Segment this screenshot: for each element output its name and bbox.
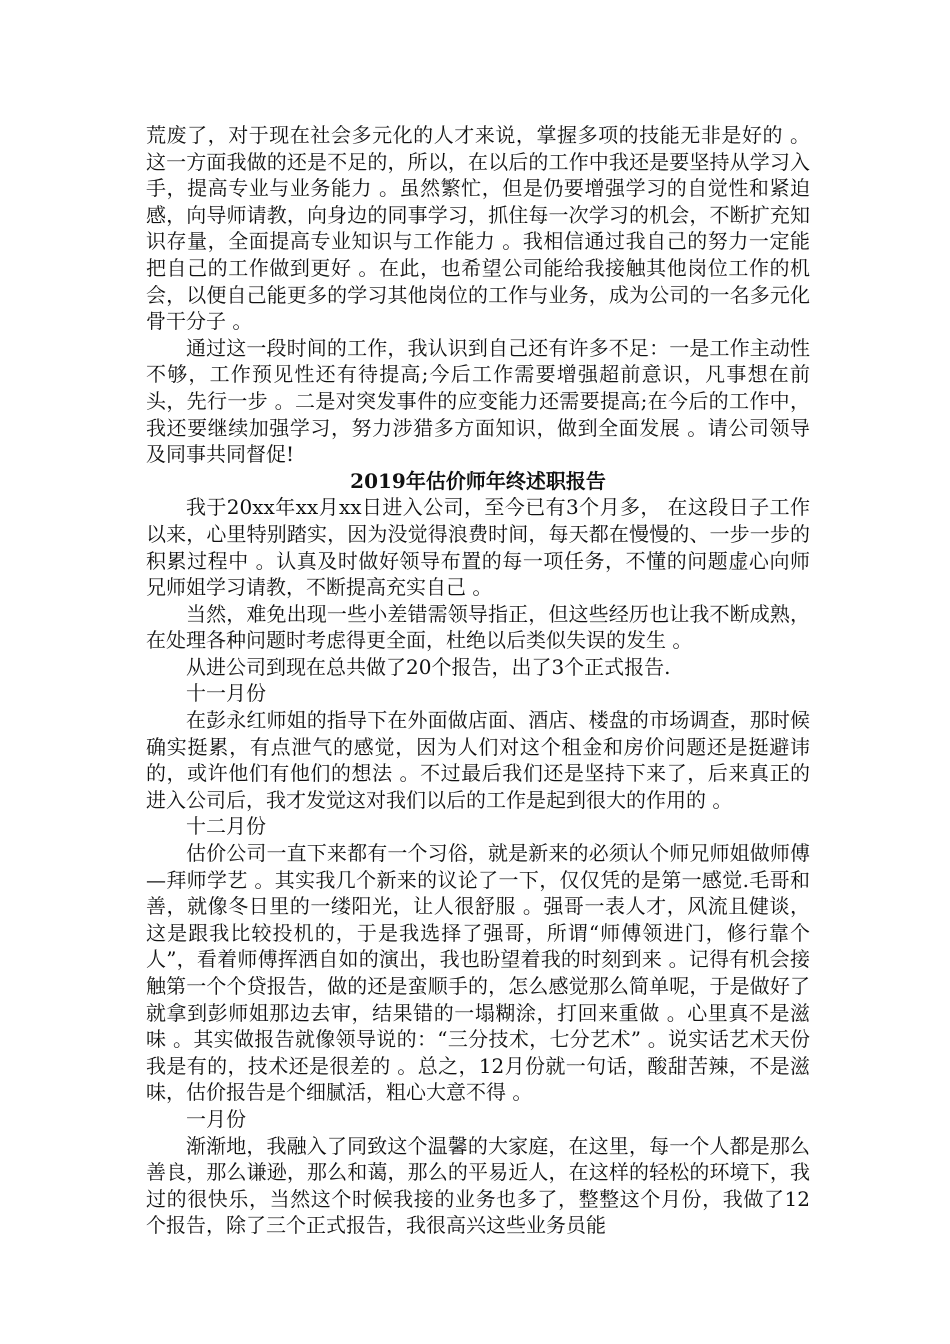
paragraph: 估价公司一直下来都有一个习俗，就是新来的必须认个师兄师姐做师傅—拜师学艺 。其实我几个新来的议论了一下，仅仅凭的是第一感觉.毛哥和善，就像冬日里的一缕阳光，让人很舒服 。强哥一表人才，风流且健谈，这是跟我比较投机的，于是我选择了强哥，所谓“师傅领进门，修行靠个人”，看着师傅挥洒自如的演出，我也盼望着我的时刻到来 。记得有机会接触第一个个贷报告，做的还是蛮顺手的，怎么感觉那么简单呢，于是做好了就拿到彭师姐那边去审，结果错的一塌糊涂，打回来重做 。心里真不是滋味 。其实做报告就像领导说的：“三分技术，七分艺术” 。说实话艺术天份我是有的，技术还是很差的 。总之，12月份就一句话，酸甜苦辣，不是滋味，估价报告是个细腻活，粗心大意不得 。 <box>146 841 810 1105</box>
paragraph: 荒废了，对于现在社会多元化的人才来说，掌握多项的技能无非是好的 。这一方面我做的还是不足的，所以，在以后的工作中我还是要坚持从学习入手，提高专业与业务能力 。虽然繁忙，但是仍要增强学习的自觉性和紧迫感，向导师请教，向身边的同事学习，抓住每一次学习的机会，不断扩充知识存量，全面提高专业知识与工作能力 。我相信通过我自己的努力一定能把自己的工作做到更好 。在此，也希望公司能给我接触其他岗位工作的机会，以便自己能更多的学习其他岗位的工作与业务，成为公司的一名多元化骨干分子 。 <box>146 123 810 334</box>
document-page <box>146 122 810 1239</box>
report-title: 2019年估价师年终述职报告 <box>350 468 606 493</box>
section-heading-november: 十一月份 <box>186 681 266 706</box>
paragraph: 当然，难免出现一些小差错需领导指正，但这些经历也让我不断成熟，在处理各种问题时考虑得更全面，杜绝以后类似失误的发生 。 <box>146 601 810 653</box>
section-heading-december: 十二月份 <box>186 814 266 839</box>
paragraph: 通过这一段时间的工作，我认识到自己还有许多不足：一是工作主动性不够，工作预见性还有待提高;今后工作需要增强超前意识，凡事想在前头，先行一步 。二是对突发事件的应变能力还需要提高;在今后的工作中，我还要继续加强学习，努力涉猎多方面知识，做到全面发展 。请公司领导及同事共同督促! <box>146 335 810 467</box>
paragraph: 渐渐地，我融入了同致这个温馨的大家庭，在这里，每一个人都是那么善良，那么谦逊，那么和蔼，那么的平易近人，在这样的轻松的环境下，我过的很快乐，当然这个时候我接的业务也多了，整整这个月份，我做了12个报告，除了三个正式报告，我很高兴这些业务员能 <box>146 1133 810 1238</box>
section-heading-january: 一月份 <box>186 1106 246 1131</box>
paragraph: 我于20xx年xx月xx日进入公司，至今已有3个月多， 在这段日子工作以来，心里特别踏实，因为没觉得浪费时间，每天都在慢慢的、一步一步的积累过程中 。认真及时做好领导布置的每一项任务，不懂的问题虚心向师兄师姐学习请教，不断提高充实自己 。 <box>146 495 810 600</box>
paragraph: 在彭永红师姐的指导下在外面做店面、酒店、楼盘的市场调查，那时候确实挺累，有点泄气的感觉，因为人们对这个租金和房价问题还是挺避讳的，或许他们有他们的想法 。不过最后我们还是坚持下来了，后来真正的进入公司后，我才发觉这对我们以后的工作是起到很大的作用的 。 <box>146 708 810 812</box>
paragraph: 从进公司到现在总共做了20个报告，出了3个正式报告. <box>186 654 671 679</box>
